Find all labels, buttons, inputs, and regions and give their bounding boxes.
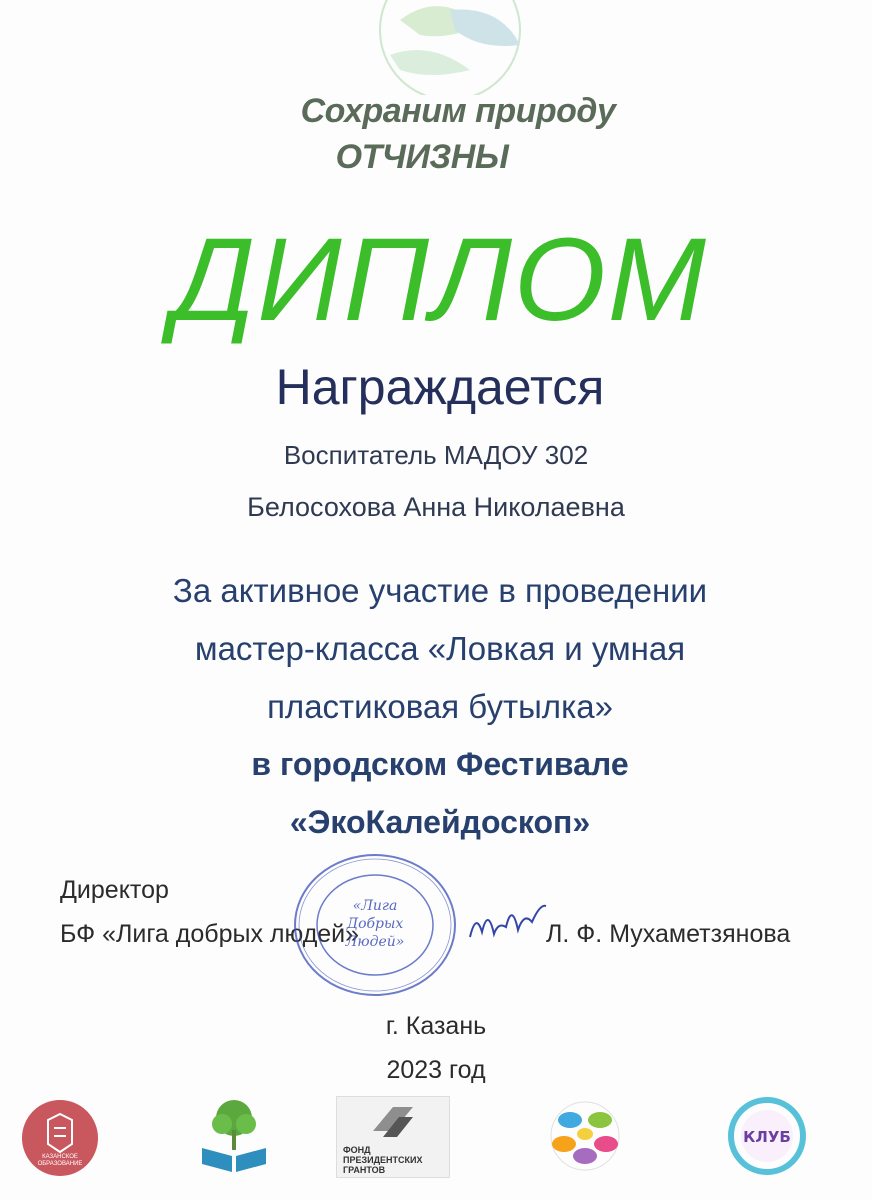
globe-leaf-icon: [330, 0, 570, 95]
reason-line-2: мастер-класса «Ловкая и умная: [194, 630, 686, 667]
club-text: КЛУБ: [743, 1128, 791, 1146]
grants-text-2: ПРЕЗИДЕНТСКИХ: [343, 1155, 423, 1165]
recipient-name: Белосохова Анна Николаевна: [247, 492, 625, 522]
reason-line-4: в городском Фестивале: [251, 746, 629, 782]
signer-role-line1: Директор: [60, 876, 169, 904]
kazan-education-logo: [20, 1098, 100, 1178]
kids-club-logo: [722, 1094, 812, 1180]
year-label: 2023 год: [386, 1056, 486, 1084]
kazan-logo-text: КАЗАНСКОЕ ОБРАЗОВАНИЕ: [37, 1154, 83, 1167]
grants-text-1: ФОНД: [343, 1145, 371, 1155]
diploma-title: ДИПЛОМ: [172, 214, 708, 346]
handwritten-signature: [462, 892, 552, 952]
awarded-heading: Награждается: [275, 359, 605, 415]
grants-text-3: ГРАНТОВ: [343, 1165, 386, 1175]
signer-role-line2: БФ «Лига добрых людей»: [60, 920, 360, 948]
reason-line-5: «ЭкоКалейдоскоп»: [289, 804, 591, 840]
stamp-text-2: Добрых: [346, 916, 404, 932]
signer-name: Л. Ф. Мухаметзянова: [546, 920, 791, 948]
stamp: [290, 850, 460, 1000]
tree-book-icon: [196, 1096, 272, 1176]
slogan-line2: ОТЧИЗНЫ: [335, 138, 509, 176]
hands-circle-icon: [540, 1094, 630, 1180]
presidential-grants-logo: [336, 1096, 450, 1178]
stamp-text-1: «Лига: [352, 898, 398, 914]
slogan-line1: Сохраним природу: [300, 92, 616, 130]
reason-line-1: За активное участие в проведении: [172, 572, 708, 609]
partner-logos: [0, 1088, 872, 1198]
stamp-text-3: Людей»: [345, 934, 405, 950]
city-label: г. Казань: [385, 1012, 487, 1040]
league-of-kind-people-logo: [540, 1094, 630, 1180]
reason-line-3: пластиковая бутылка»: [267, 688, 613, 725]
recipient-position: Воспитатель МАДОУ 302: [283, 440, 589, 470]
kids-club-icon: [722, 1094, 812, 1180]
tree-book-logo: [196, 1096, 272, 1176]
grants-mark-icon: [363, 1101, 423, 1141]
